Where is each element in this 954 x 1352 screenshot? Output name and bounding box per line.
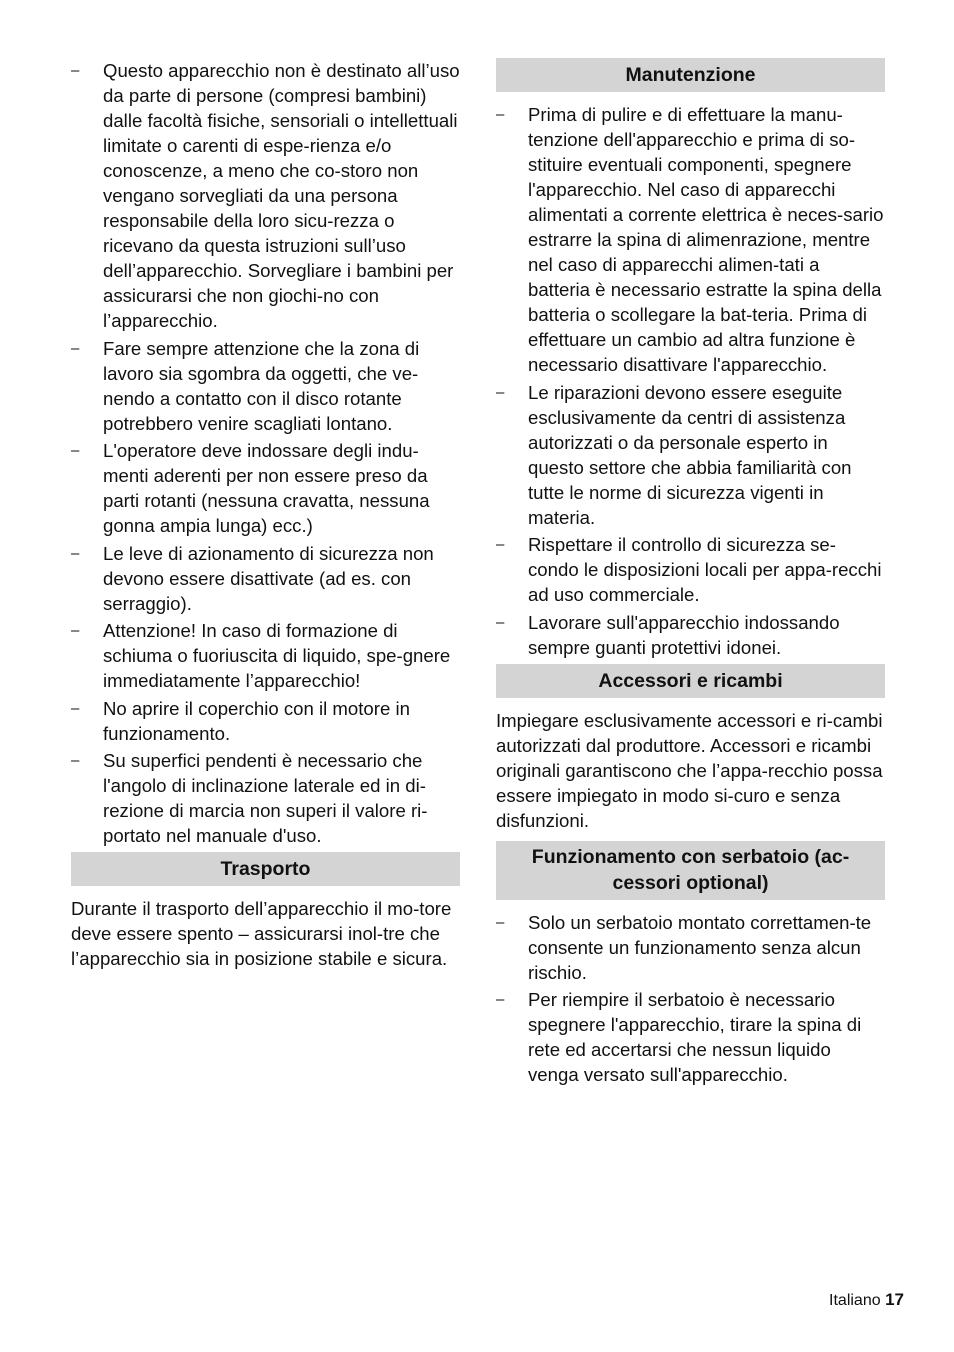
list-item: – Le leve di azionamento di sicurezza non devono essere disattivate (ad es. con serraggio). [71, 541, 460, 616]
right-column [496, 58, 885, 1090]
list-item: – No aprire il coperchio con il motore in funzionamento. [71, 696, 460, 746]
list-item: – Attenzione! In caso di formazione di schiuma o fuoriuscita di liquido, spe-gnere immediatamente l’apparecchio! [71, 618, 460, 693]
list-item: – Lavorare sull'apparecchio indossando sempre guanti protettivi idonei. [496, 610, 885, 660]
list-item: – Fare sempre attenzione che la zona di lavoro sia sgombra da oggetti, che ve-nendo a contatto con il disco rotante potrebbero venire scagliati lontano. [71, 336, 460, 436]
list-item: – L'operatore deve indossare degli indu-menti aderenti per non essere preso da parti rotanti (nessuna cravatta, nessuna gonna ampia lunga) ecc.) [71, 438, 460, 538]
footer-language: Italiano [829, 1292, 881, 1309]
left-column [71, 58, 460, 979]
list-item: – Le riparazioni devono essere eseguite esclusivamente da centri di assistenza autorizzati o da personale esperto in questo settore che abbia familiarità con tutte le norme di sicurezza vigenti in materia. [496, 380, 885, 530]
section-heading-manutenzione: Manutenzione [496, 58, 885, 92]
section-heading-trasporto: Trasporto [71, 852, 460, 886]
page-number: 17 [885, 1290, 904, 1309]
list-item: – Prima di pulire e di effettuare la manu-tenzione dell'apparecchio e prima di so-stituire eventuali componenti, spegnere l'apparecchio. Nel caso di apparecchi alimentati a corrente elettrica è neces-sario estrarre la spina di alimenrazione, mentre nel caso di apparecchi alimen-tati a batteria è necessario estratte la spina della batteria o scollegare la bat-teria. Prima di effettuare un cambio ad altra funzione è necessario disattivare l'apparecchio. [496, 102, 885, 377]
safety-list [71, 58, 460, 848]
list-item: – Rispettare il controllo di sicurezza se-condo le disposizioni locali per appa-recchi ad uso commerciale. [496, 532, 885, 607]
trasporto-paragraph: Durante il trasporto dell’apparecchio il mo-tore deve essere spento – assicurarsi inol-tre che l’apparecchio sia in posizione stabile e sicura. [71, 898, 452, 969]
page-footer [829, 1290, 904, 1311]
accessori-paragraph: Impiegare esclusivamente accessori e ri-cambi autorizzati dal produttore. Accessori e ricambi originali garantiscono che l’appa-recchio possa essere impiegato in modo si-curo e senza disfunzioni. [496, 709, 883, 831]
section-heading-serbatoio: Funzionamento con serbatoio (ac-cessori optional) [496, 841, 885, 900]
serbatoio-list [496, 910, 885, 1088]
list-item: – Per riempire il serbatoio è necessario spegnere l'apparecchio, tirare la spina di rete ed accertarsi che nessun liquido venga versato sull'apparecchio. [496, 987, 885, 1087]
manutenzione-list [496, 102, 885, 660]
section-heading-accessori: Accessori e ricambi [496, 664, 885, 698]
list-item: – Questo apparecchio non è destinato all’uso da parte di persone (compresi bambini) dalle facoltà fisiche, sensoriali o intellettuali limitate o carenti di espe-rienza e/o conoscenze, a meno che co-storo non vengano sorvegliati da una persona responsabile della loro sicu-rezza o ricevano da questa istruzioni sull’uso dell’apparecchio. Sorvegliare i bambini per assicurarsi che non giochi-no con l’apparecchio. [71, 58, 460, 333]
list-item: – Su superfici pendenti è necessario che l'angolo di inclinazione laterale ed in di-rezione di marcia non superi il valore ri-portato nel manuale d'uso. [71, 748, 460, 848]
list-item: – Solo un serbatoio montato correttamen-te consente un funzionamento senza alcun rischio. [496, 910, 885, 985]
